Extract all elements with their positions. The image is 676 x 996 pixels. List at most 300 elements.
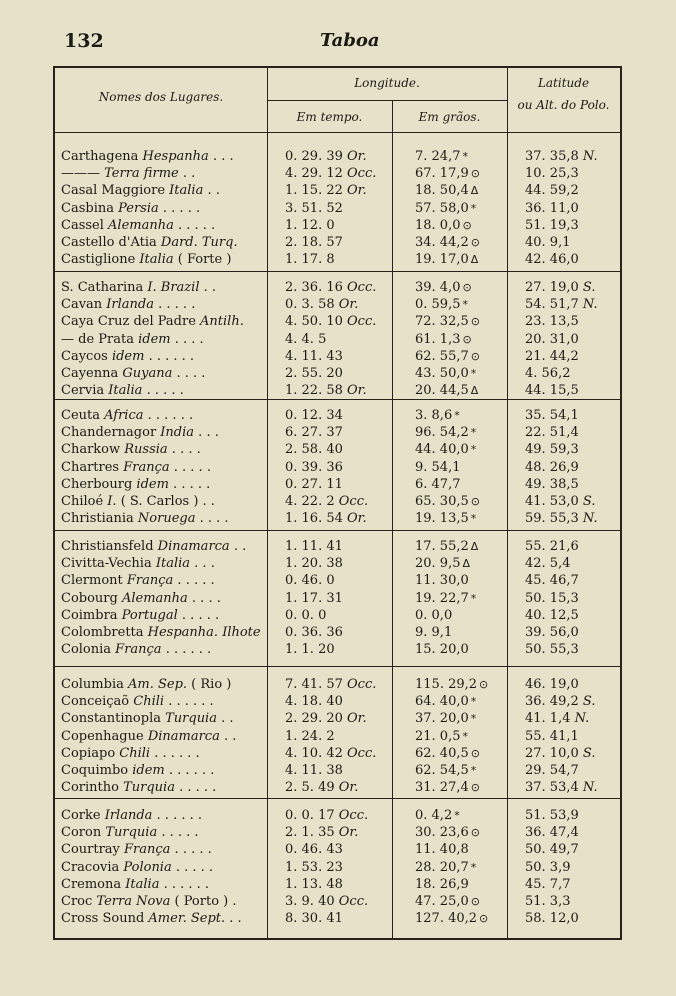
- group-separator: [55, 798, 620, 799]
- time-cell: [285, 493, 403, 510]
- place-note: . . .: [194, 425, 219, 441]
- degrees-cell: [415, 676, 507, 693]
- place-cell: [61, 590, 266, 607]
- longitude-degrees: 61. 1,3: [415, 331, 461, 347]
- place-region: Russia: [124, 442, 168, 458]
- longitude-degrees: 15. 20,0: [415, 642, 469, 658]
- source-symbol: Δ: [470, 184, 479, 198]
- place-cell: [61, 572, 266, 589]
- place-cell: [61, 841, 266, 858]
- place-name: Coimbra: [61, 607, 122, 623]
- place-region: Noruega: [137, 511, 196, 527]
- place-name: Courtray: [61, 842, 125, 858]
- place-note: . . . . . .: [152, 808, 202, 823]
- degrees-cell: [415, 165, 507, 182]
- place-note: . . . . .: [169, 459, 211, 475]
- source-symbol: *: [454, 409, 460, 422]
- degrees-cell: [415, 493, 507, 510]
- place-cell: [61, 382, 266, 399]
- page-number: 132: [64, 30, 104, 52]
- degrees-cell: [415, 693, 507, 710]
- latitude-value: 58. 12,0: [525, 911, 579, 927]
- source-symbol: ⊙: [470, 349, 480, 363]
- place-cell: [61, 313, 266, 330]
- time-cell: [285, 807, 403, 824]
- place-cell: [61, 279, 266, 296]
- time-cell: [285, 910, 403, 927]
- place-name: Cherbourg: [61, 476, 137, 492]
- latitude-value: 40. 9,1: [525, 235, 571, 250]
- place-region: Turquia: [123, 780, 175, 796]
- place-region: Italia: [108, 383, 143, 399]
- latitude-value: 44. 59,2: [525, 183, 579, 199]
- latitude-value: 37. 53,4: [525, 780, 579, 796]
- degrees-cell: [415, 279, 507, 296]
- time-cell: [285, 382, 403, 399]
- longitude-degrees: 62. 55,7: [415, 348, 469, 364]
- place-note: ( Forte ): [173, 252, 232, 268]
- latitude-cell: [525, 676, 617, 693]
- degrees-cell: [415, 710, 507, 727]
- header-em-tempo: Em tempo.: [296, 110, 363, 124]
- longitude-degrees: 62. 54,5: [415, 763, 469, 778]
- longitude-degrees: 65. 30,5: [415, 494, 469, 509]
- longitude-time: 4. 4. 5: [285, 331, 327, 347]
- place-cell: [61, 876, 266, 893]
- longitude-time: 2. 36. 16: [285, 280, 343, 295]
- place-cell: [61, 182, 266, 199]
- longitude-time: 1. 20. 38: [285, 556, 343, 572]
- latitude-cell: [525, 510, 617, 527]
- degrees-cell: [415, 728, 507, 745]
- latitude-value: 50. 15,3: [525, 590, 579, 606]
- source-symbol: ⊙: [470, 781, 480, 795]
- source-symbol: ⊙: [470, 826, 480, 840]
- latitude-value: 22. 51,4: [525, 425, 579, 441]
- place-note: ( Porto ) .: [170, 894, 237, 909]
- place-cell: [61, 441, 266, 458]
- place-cell: [61, 893, 266, 910]
- longitude-time: 2. 18. 57: [285, 235, 343, 250]
- longitude-time: 0. 29. 39: [285, 149, 343, 164]
- degrees-cell: [415, 824, 507, 841]
- place-name: Cracovia: [61, 859, 124, 875]
- time-cell: [285, 424, 403, 441]
- time-cell: [285, 510, 403, 527]
- longitude-degrees: 20. 9,5: [415, 556, 461, 572]
- degrees-cell: [415, 590, 507, 607]
- place-cell: [61, 407, 266, 424]
- latitude-value: 27. 10,0: [525, 745, 579, 761]
- place-cell: [61, 251, 266, 268]
- degrees-cell: [415, 348, 507, 365]
- degrees-cell: [415, 148, 507, 165]
- longitude-degrees: 9. 54,1: [415, 459, 461, 475]
- latitude-value: 36. 11,0: [525, 200, 579, 216]
- latitude-value: 4. 56,2: [525, 366, 571, 381]
- latitude-cell: [525, 590, 617, 607]
- source-symbol: *: [470, 426, 477, 440]
- longitude-degrees: 0. 0,0: [415, 607, 453, 623]
- degrees-cell: [415, 762, 507, 779]
- latitude-cell: [525, 148, 617, 165]
- longitude-direction: Or.: [342, 183, 367, 199]
- running-head: Taboa: [320, 30, 380, 51]
- time-cell: [285, 859, 403, 876]
- time-cell: [285, 676, 403, 693]
- degrees-cell: [415, 476, 507, 493]
- longitude-degrees: 127. 40,2: [415, 911, 478, 927]
- latitude-value: 50. 3,9: [525, 859, 571, 875]
- place-cell: [61, 745, 266, 762]
- longitude-degrees: 6. 47,7: [415, 476, 461, 492]
- latitude-cell: [525, 382, 617, 399]
- latitude-cell: [525, 538, 617, 555]
- place-region: I. Brazil: [147, 280, 200, 295]
- place-cell: [61, 493, 266, 510]
- place-region: Irlanda: [104, 808, 153, 823]
- latitude-value: 39. 56,0: [525, 625, 579, 640]
- longitude-degrees: 17. 55,2: [415, 539, 469, 554]
- degrees-cell: [415, 624, 507, 641]
- latitude-cell: [525, 217, 617, 234]
- latitude-value: 44. 15,5: [525, 383, 579, 399]
- latitude-cell: [525, 607, 617, 624]
- longitude-direction: Or.: [334, 297, 359, 313]
- place-region: idem: [111, 348, 145, 364]
- divider-longitude: [507, 68, 508, 938]
- degrees-cell: [415, 251, 507, 268]
- place-region: Guyana: [122, 366, 173, 381]
- latitude-cell: [525, 441, 617, 458]
- latitude-cell: [525, 876, 617, 893]
- time-cell: [285, 476, 403, 493]
- place-cell: [61, 807, 266, 824]
- latitude-value: 41. 53,0: [525, 494, 579, 509]
- latitude-value: 21. 44,2: [525, 348, 579, 364]
- degrees-cell: [415, 910, 507, 927]
- longitude-time: 0. 36. 36: [285, 625, 343, 640]
- time-cell: [285, 234, 403, 251]
- latitude-cell: [525, 641, 617, 658]
- longitude-time: 1. 53. 23: [285, 859, 343, 875]
- latitude-value: 40. 12,5: [525, 607, 579, 623]
- place-name: ———: [61, 166, 105, 182]
- place-name: Cassel: [61, 217, 109, 233]
- latitude-value: 46. 19,0: [525, 677, 579, 692]
- place-region: Dard. Turq.: [160, 235, 238, 250]
- place-name: Christiania: [61, 511, 138, 527]
- time-cell: [285, 745, 403, 762]
- place-name: Castiglione: [61, 252, 140, 268]
- longitude-time: 2. 55. 20: [285, 366, 343, 381]
- place-note: . . . . . .: [164, 763, 215, 778]
- place-note: . . . .: [195, 511, 229, 527]
- source-symbol: *: [470, 764, 477, 777]
- latitude-direction: N.: [578, 511, 598, 527]
- longitude-degrees: 67. 17,9: [415, 166, 469, 182]
- place-cell: [61, 859, 266, 876]
- longitude-degrees: 57. 58,0: [415, 200, 469, 216]
- degrees-cell: [415, 441, 507, 458]
- longitude-degrees: 9. 9,1: [415, 625, 453, 640]
- latitude-direction: S.: [578, 494, 596, 509]
- latitude-value: 55. 21,6: [525, 539, 579, 554]
- latitude-value: 41. 1,4: [525, 711, 571, 727]
- place-note: . . . . .: [173, 217, 216, 233]
- longitude-time: 1. 17. 8: [285, 252, 335, 268]
- place-note: . . . . . .: [143, 408, 194, 423]
- longitude-degrees: 34. 44,2: [415, 235, 469, 250]
- time-cell: [285, 296, 403, 313]
- place-note: . .: [225, 911, 242, 927]
- place-note: . .: [219, 728, 237, 744]
- source-symbol: ⊙: [479, 678, 489, 691]
- latitude-cell: [525, 182, 617, 199]
- source-symbol: ⊙: [470, 495, 480, 508]
- place-cell: [61, 538, 266, 555]
- longitude-degrees: 44. 40,0: [415, 442, 469, 458]
- longitude-time: 4. 29. 12: [285, 166, 343, 182]
- place-cell: [61, 728, 266, 745]
- time-cell: [285, 279, 403, 296]
- place-cell: [61, 607, 266, 624]
- latitude-value: 49. 59,3: [525, 442, 579, 458]
- latitude-value: 49. 38,5: [525, 476, 579, 492]
- place-region: idem: [136, 476, 169, 492]
- place-region: India: [160, 425, 195, 441]
- longitude-time: 0. 0. 0: [285, 607, 327, 623]
- place-region: Africa: [104, 408, 144, 423]
- longitude-time: 0. 3. 58: [285, 297, 335, 313]
- latitude-cell: [525, 893, 617, 910]
- time-cell: [285, 641, 403, 658]
- place-name: Civitta-Vechia: [61, 556, 156, 572]
- place-name: Corke: [61, 808, 105, 823]
- latitude-cell: [525, 624, 617, 641]
- place-region: França: [126, 573, 174, 589]
- place-name: Copenhague: [61, 728, 148, 744]
- coordinates-table: [53, 66, 622, 940]
- place-name: Christiansfeld: [61, 539, 158, 554]
- source-symbol: Δ: [470, 540, 479, 553]
- latitude-value: 36. 47,4: [525, 825, 579, 841]
- longitude-direction: Occ.: [334, 494, 369, 509]
- longitude-time: 4. 11. 38: [285, 763, 343, 778]
- degrees-cell: [415, 779, 507, 796]
- degrees-cell: [415, 607, 507, 624]
- time-cell: [285, 624, 403, 641]
- source-symbol: *: [470, 367, 477, 380]
- longitude-degrees: 7. 24,7: [415, 149, 461, 164]
- latitude-cell: [525, 407, 617, 424]
- latitude-direction: N.: [578, 297, 598, 313]
- place-cell: [61, 555, 266, 572]
- place-note: . . . . . .: [161, 642, 212, 658]
- place-note: . . . . .: [142, 383, 184, 399]
- source-symbol: *: [470, 201, 477, 215]
- divider-names: [267, 68, 268, 938]
- place-name: — de Prata: [61, 331, 139, 347]
- latitude-cell: [525, 693, 617, 710]
- longitude-direction: Occ.: [342, 280, 377, 295]
- degrees-cell: [415, 424, 507, 441]
- latitude-cell: [525, 279, 617, 296]
- longitude-time: 1. 24. 2: [285, 728, 335, 744]
- longitude-time: 1. 12. 0: [285, 217, 335, 233]
- longitude-time: 3. 51. 52: [285, 200, 343, 216]
- latitude-value: 37. 35,8: [525, 149, 579, 164]
- longitude-degrees: 19. 22,7: [415, 590, 469, 606]
- time-cell: [285, 728, 403, 745]
- longitude-degrees: 18. 0,0: [415, 217, 461, 233]
- degrees-cell: [415, 365, 507, 382]
- time-cell: [285, 893, 403, 910]
- place-region: Italia: [155, 556, 191, 572]
- time-cell: [285, 148, 403, 165]
- latitude-value: 23. 13,5: [525, 314, 579, 330]
- place-name: Chartres: [61, 459, 124, 475]
- place-region: Turquia: [105, 825, 158, 841]
- longitude-time: 2. 1. 35: [285, 825, 335, 841]
- source-symbol: Δ: [470, 253, 479, 267]
- longitude-time: 0. 12. 34: [285, 408, 343, 423]
- source-symbol: ⊙: [470, 895, 480, 908]
- place-note: . .: [178, 166, 196, 182]
- place-region: Italia: [169, 183, 204, 199]
- place-name: Coron: [61, 825, 106, 841]
- degrees-cell: [415, 641, 507, 658]
- longitude-time: 0. 0. 17: [285, 808, 335, 823]
- longitude-degrees: 43. 50,0: [415, 366, 469, 381]
- longitude-time: 8. 30. 41: [285, 911, 343, 927]
- place-name: Cross Sound: [61, 911, 149, 927]
- place-name: Columbia: [61, 677, 128, 692]
- longitude-direction: Or.: [334, 780, 359, 796]
- place-region: Chili: [119, 745, 151, 761]
- place-region: I.: [107, 494, 117, 509]
- place-name: Cobourg: [61, 590, 122, 606]
- time-cell: [285, 779, 403, 796]
- group-separator: [55, 666, 620, 667]
- longitude-time: 7. 41. 57: [285, 677, 343, 692]
- place-note: . . . . .: [177, 607, 220, 623]
- longitude-time: 0. 39. 36: [285, 459, 343, 475]
- time-cell: [285, 313, 403, 330]
- latitude-cell: [525, 459, 617, 476]
- source-symbol: Δ: [462, 557, 471, 571]
- place-name: Chandernagor: [61, 425, 161, 441]
- source-symbol: ⊙: [462, 218, 472, 232]
- longitude-degrees: 62. 40,5: [415, 745, 469, 761]
- place-region: França: [123, 459, 170, 475]
- latitude-cell: [525, 841, 617, 858]
- latitude-value: 48. 26,9: [525, 459, 579, 475]
- latitude-value: 29. 54,7: [525, 763, 579, 778]
- latitude-value: 10. 25,3: [525, 166, 579, 182]
- degrees-cell: [415, 572, 507, 589]
- time-cell: [285, 407, 403, 424]
- source-symbol: ⊙: [479, 912, 489, 926]
- source-symbol: ⊙: [462, 332, 472, 346]
- latitude-cell: [525, 859, 617, 876]
- latitude-value: 42. 46,0: [525, 252, 579, 268]
- place-region: Persia: [118, 200, 159, 216]
- longitude-degrees: 11. 30,0: [415, 573, 469, 589]
- longitude-degrees: 37. 20,0: [415, 711, 469, 727]
- place-cell: [61, 148, 266, 165]
- degrees-cell: [415, 296, 507, 313]
- place-note: . . . . . .: [150, 745, 200, 761]
- latitude-cell: [525, 555, 617, 572]
- place-name: Charkow: [61, 442, 125, 458]
- longitude-time: 3. 9. 40: [285, 894, 335, 909]
- latitude-cell: [525, 424, 617, 441]
- longitude-degrees: 0. 59,5: [415, 297, 461, 313]
- place-cell: [61, 459, 266, 476]
- longitude-degrees: 39. 4,0: [415, 280, 461, 295]
- longitude-time: 0. 27. 11: [285, 476, 343, 492]
- source-symbol: *: [454, 809, 460, 822]
- latitude-cell: [525, 296, 617, 313]
- place-note: . .: [229, 539, 247, 554]
- latitude-cell: [525, 313, 617, 330]
- longitude-time: 4. 18. 40: [285, 694, 343, 710]
- place-note: . .: [199, 280, 217, 295]
- time-cell: [285, 217, 403, 234]
- place-note: . . . . .: [158, 200, 201, 216]
- latitude-cell: [525, 779, 617, 796]
- place-region: Dinamarca: [157, 539, 230, 554]
- place-cell: [61, 424, 266, 441]
- longitude-degrees: 20. 44,5: [415, 383, 469, 399]
- place-name: Clermont: [61, 573, 127, 589]
- longitude-time: 2. 29. 20: [285, 711, 343, 727]
- place-note: . . . .: [172, 366, 206, 381]
- latitude-value: 20. 31,0: [525, 331, 579, 347]
- place-name: Colombretta: [61, 625, 148, 640]
- place-cell: [61, 365, 266, 382]
- latitude-direction: S.: [578, 745, 596, 761]
- source-symbol: ⊙: [462, 281, 472, 294]
- time-cell: [285, 182, 403, 199]
- time-cell: [285, 572, 403, 589]
- time-cell: [285, 200, 403, 217]
- time-cell: [285, 348, 403, 365]
- place-note: . . . . .: [174, 780, 217, 796]
- place-cell: [61, 476, 266, 493]
- place-cell: [61, 710, 266, 727]
- longitude-direction: Occ.: [342, 166, 377, 182]
- place-region: Turquia: [165, 711, 217, 727]
- place-region: Portugal: [121, 607, 178, 623]
- time-cell: [285, 710, 403, 727]
- time-cell: [285, 365, 403, 382]
- place-region: Italia: [139, 252, 174, 268]
- longitude-direction: Or.: [342, 149, 367, 164]
- latitude-cell: [525, 710, 617, 727]
- place-note: . . . . . .: [144, 348, 195, 364]
- longitude-direction: Or.: [342, 383, 367, 399]
- time-cell: [285, 331, 403, 348]
- time-cell: [285, 251, 403, 268]
- latitude-value: 51. 3,3: [525, 894, 571, 909]
- time-cell: [285, 459, 403, 476]
- longitude-direction: Occ.: [334, 894, 369, 909]
- longitude-time: 1. 16. 54: [285, 511, 343, 527]
- time-cell: [285, 165, 403, 182]
- longitude-degrees: 0. 4,2: [415, 808, 453, 823]
